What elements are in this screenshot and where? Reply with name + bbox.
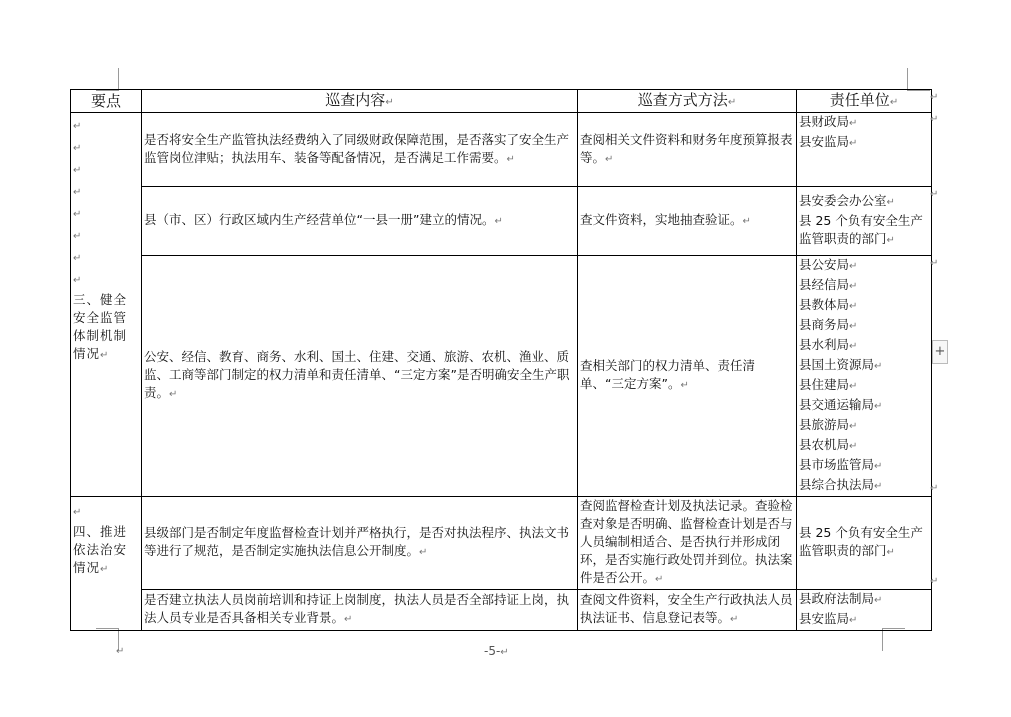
content-cell: 公安、经信、教育、商务、水利、国土、住建、交通、旅游、农机、渔业、质监、工商等部门制定的权力清单和责任清单、“三定方案”是否明确安全生产职责。↵ — [142, 256, 578, 497]
unit-item: 县财政局↵ — [799, 114, 858, 129]
unit-item: 县国土资源局↵ — [799, 357, 883, 372]
content-cell: 是否将安全生产监管执法经费纳入了同级财政保障范围，是否落实了安全生产监管岗位津贴；执法用车、装备等配备情况，是否满足工作需要。↵ — [142, 113, 578, 187]
section4-key-cell: ↵ 四、推进依法治安情况↵ — [71, 497, 142, 631]
table-header-row — [71, 90, 932, 113]
crop-mark-bottom-right — [882, 628, 905, 651]
unit-item: 县商务局↵ — [799, 317, 858, 332]
crop-mark-top-right — [907, 68, 930, 91]
crop-mark-top-left — [96, 68, 119, 91]
unit-item: 县安监局↵ — [799, 611, 858, 626]
unit-item: 县公安局↵ — [799, 257, 858, 272]
unit-item: 县交通运输局↵ — [799, 397, 883, 412]
unit-item: 县政府法制局↵ — [799, 591, 883, 606]
row-end-mark: ↵ — [930, 258, 939, 269]
unit-item: 县住建局↵ — [799, 377, 858, 392]
unit-item: 县安监局↵ — [799, 134, 858, 149]
unit-item: 县经信局↵ — [799, 277, 858, 292]
header-key-points: 要点 — [71, 90, 142, 113]
table-row — [71, 113, 932, 187]
unit-cell: 县安委会办公室↵ 县 25 个负有安全生产监管职责的部门↵ — [797, 187, 932, 256]
unit-item: 县 25 个负有安全生产监管职责的部门 — [799, 213, 923, 246]
unit-item: 县教体局↵ — [799, 297, 858, 312]
row-end-mark: ↵ — [930, 189, 939, 200]
method-cell: 查相关部门的权力清单、责任清单、“三定方案”。↵ — [578, 256, 797, 497]
header-method: 巡查方式方法↵ — [578, 90, 797, 113]
unit-item: 县旅游局↵ — [799, 417, 858, 432]
table-row — [71, 590, 932, 631]
add-row-button[interactable]: + — [932, 340, 948, 364]
paragraph-marks: ↵ ↵ ↵ ↵ ↵ ↵ ↵ ↵ — [73, 121, 83, 286]
unit-item: 县农机局↵ — [799, 437, 858, 452]
table-row — [71, 256, 932, 497]
content-cell: 县（市、区）行政区域内生产经营单位“一县一册”建立的情况。↵ — [142, 187, 578, 256]
page-number: -5-↵ — [484, 644, 509, 658]
table-row — [71, 187, 932, 256]
unit-item: 县综合执法局↵ — [799, 477, 883, 492]
paragraph-mark: ↵ — [116, 646, 125, 657]
unit-cell — [797, 256, 932, 497]
section3-key-text: 三、健全安全监管体制机制情况 — [73, 292, 128, 361]
header-responsible-unit: 责任单位↵ — [797, 90, 932, 113]
header-content: 巡查内容↵ — [142, 90, 578, 113]
unit-item: 县水利局↵ — [799, 337, 858, 352]
row-end-mark: ↵ — [930, 92, 939, 103]
unit-cell — [797, 113, 932, 187]
method-cell: 查阅监督检查计划及执法记录。查验检查对象是否明确、监督检查计划是否与人员编制相适合、是否执行并形成闭环，是否实施行政处罚并到位。执法案件是否公开。↵ — [578, 497, 797, 590]
method-cell: 查阅相关文件资料和财务年度预算报表等。↵ — [578, 113, 797, 187]
inspection-table — [70, 89, 932, 631]
section3-key-cell: ↵ ↵ ↵ ↵ ↵ ↵ ↵ ↵ 三、健全安全监管体制机制情况↵ — [71, 113, 142, 497]
content-cell: 是否建立执法人员岗前培训和持证上岗制度，执法人员是否全部持证上岗，执法人员专业是否具备相关专业背景。↵ — [142, 590, 578, 631]
paragraph-marks: ↵ — [73, 507, 83, 518]
row-end-mark: ↵ — [930, 576, 939, 587]
content-cell: 县级部门是否制定年度监督检查计划并严格执行，是否对执法程序、执法文书等进行了规范，是否制定实施执法信息公开制度。↵ — [142, 497, 578, 590]
unit-item: 县安委会办公室↵ — [799, 193, 895, 208]
method-cell: 查文件资料，实地抽查验证。↵ — [578, 187, 797, 256]
row-end-mark: ↵ — [930, 483, 939, 494]
unit-cell: 县 25 个负有安全生产监管职责的部门↵ — [797, 497, 932, 590]
unit-cell — [797, 590, 932, 631]
unit-item: 县市场监管局↵ — [799, 457, 883, 472]
table-row — [71, 497, 932, 590]
row-end-mark: ↵ — [930, 114, 939, 125]
method-cell: 查阅文件资料，安全生产行政执法人员执法证书、信息登记表等。↵ — [578, 590, 797, 631]
section4-key-text: 四、推进依法治安情况 — [73, 524, 128, 575]
